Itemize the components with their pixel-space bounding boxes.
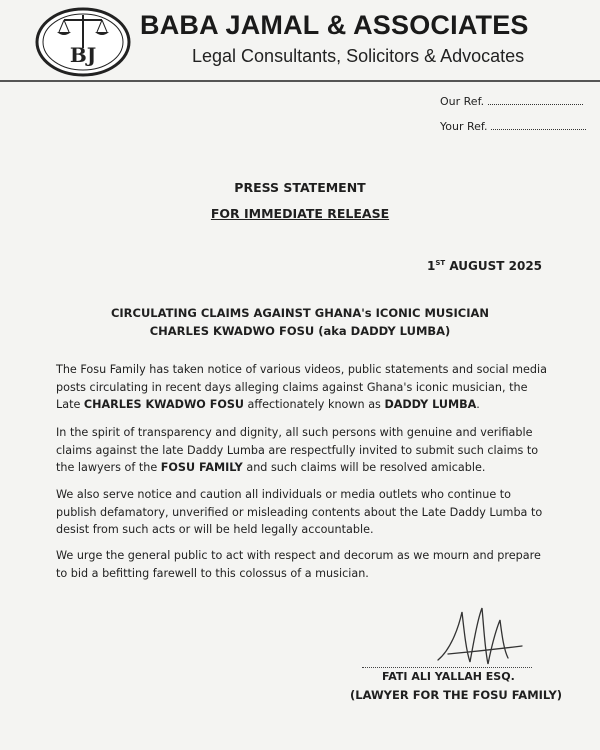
p2-text-c: and such claims will be resolved amicable. [242, 461, 486, 474]
logo-monogram: BJ [69, 43, 97, 67]
p1-text-a: The Fosu Family has taken notice of various videos, public statements and social media posts circulating in recent days alleging claims against Ghana's iconic musician, the Late [56, 363, 547, 411]
p1-text-c: affectionately known as [243, 398, 385, 411]
p1-text-e: . [476, 398, 480, 411]
p2-family: FOSU FAMILY [160, 461, 243, 474]
p1-name: CHARLES KWADWO FOSU [83, 398, 244, 411]
your-ref-label: Your Ref. [440, 120, 488, 133]
our-ref-field [488, 95, 583, 105]
our-ref-label: Our Ref. [440, 95, 485, 108]
subject-line-2: CHARLES KWADWO FOSU (aka DADDY LUMBA) [149, 324, 451, 338]
handwritten-signature-icon [430, 600, 530, 676]
date-suffix: ST [435, 259, 446, 267]
release-notice: FOR IMMEDIATE RELEASE [210, 206, 390, 221]
signatory-role: (LAWYER FOR THE FOSU FAMILY) [350, 688, 563, 702]
subject-line-1: CIRCULATING CLAIMS AGAINST GHANA's ICONIC MUSICIAN [110, 306, 490, 320]
date-day: 1 [427, 259, 436, 273]
date-rest: AUGUST 2025 [445, 259, 543, 273]
letterhead-divider [0, 80, 600, 82]
firm-logo-scales-icon [34, 6, 132, 78]
p1-alias: DADDY LUMBA [384, 398, 477, 411]
body-paragraph-3: We also serve notice and caution all individuals or media outlets who continue to publish defamatory, unverified or misleading contents about the Late Daddy Lumba to desist from such acts or will be held legally accountable. [56, 488, 543, 536]
body-paragraph-2 [56, 424, 550, 477]
body-paragraph-4: We urge the general public to act with respect and decorum as we mourn and prepare to bid a befitting farewell to this colossus of a musician. [56, 549, 541, 580]
your-ref-field [491, 120, 586, 130]
statement-title: PRESS STATEMENT [234, 180, 366, 195]
signatory-name: FATI ALI YALLAH ESQ. [382, 670, 515, 683]
body-paragraph-1 [56, 361, 550, 414]
your-ref [440, 120, 586, 133]
p2-text-a: In the spirit of transparency and dignity, all such persons with genuine and verifiable claims against the late Daddy Lumba are respectfully invited to submit such claims to the lawyers of the [56, 426, 539, 474]
signature-line [362, 667, 532, 668]
firm-tagline: Legal Consultants, Solicitors & Advocates [192, 46, 525, 66]
firm-name: BABA JAMAL & ASSOCIATES [140, 10, 529, 40]
our-ref [440, 95, 583, 108]
statement-date [427, 259, 542, 273]
